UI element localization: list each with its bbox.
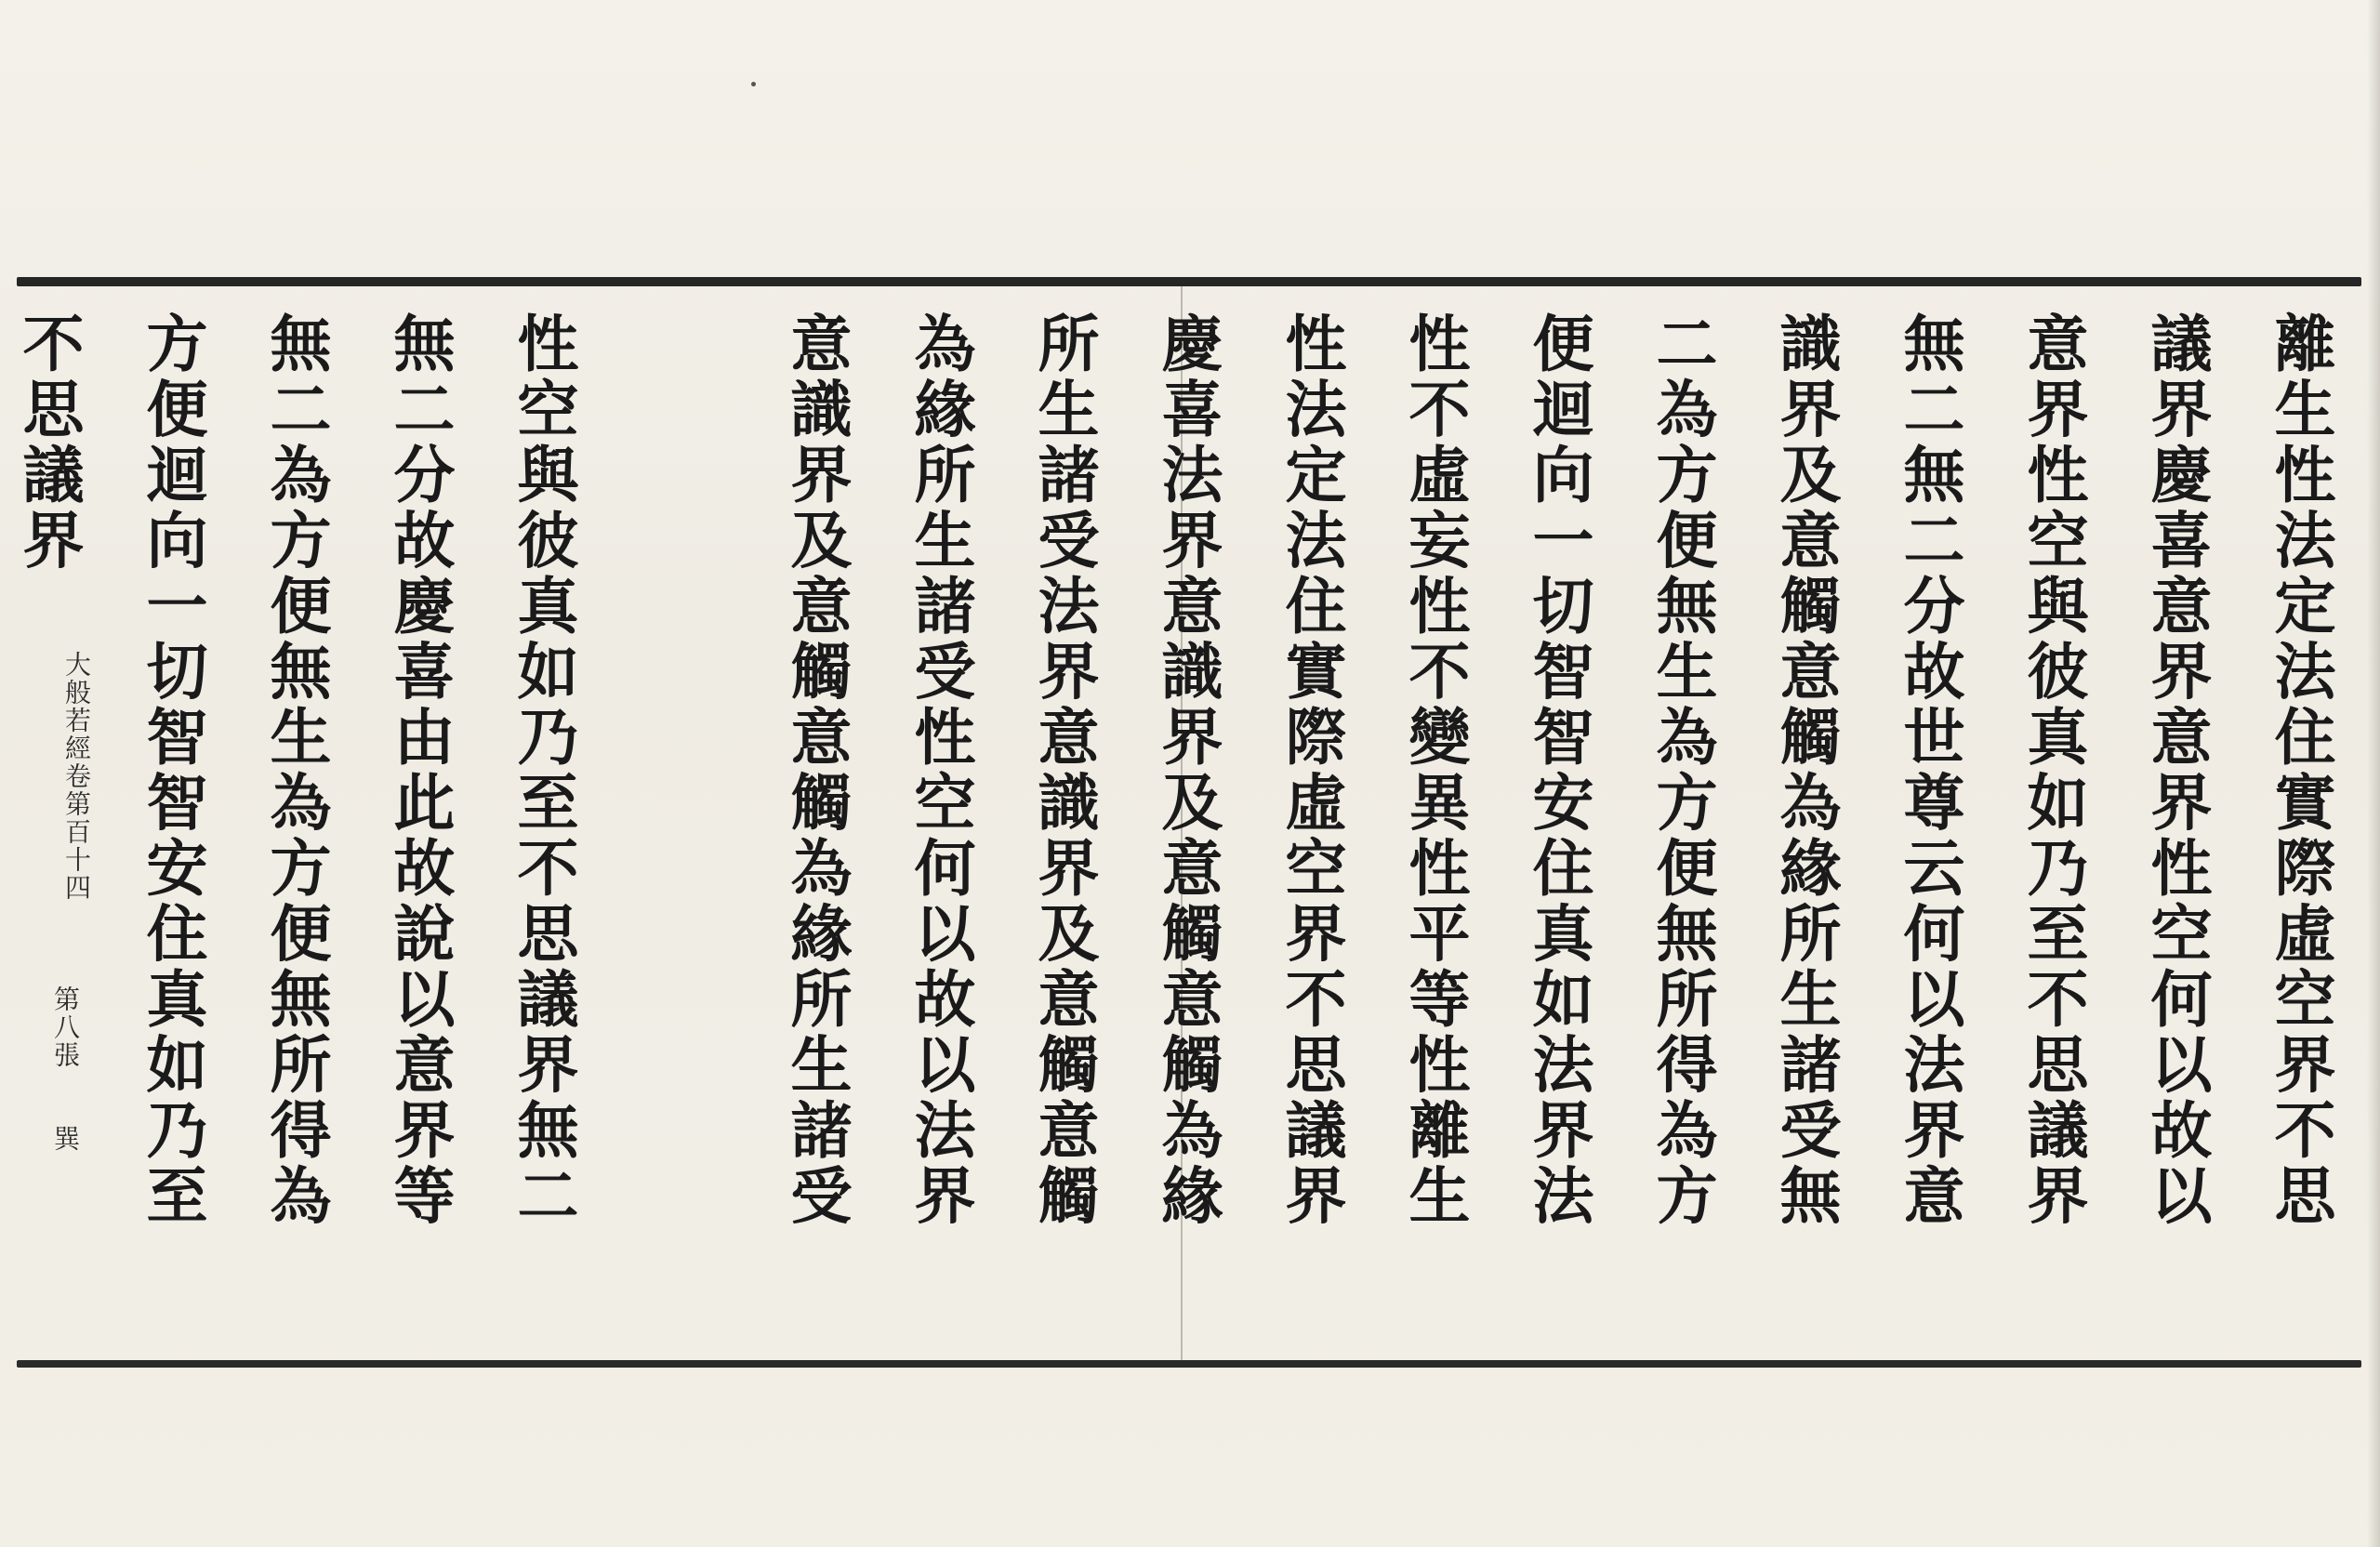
ink-speck [751, 82, 756, 86]
text-column: 意界性空與彼真如乃至不思議界 [2016, 311, 2089, 1229]
text-column: 慶喜法界意識界及意觸意觸為緣 [1151, 311, 1223, 1229]
text-column: 無二分故慶喜由此故說以意界等 [383, 311, 456, 1229]
bottom-border-rule [17, 1360, 2361, 1368]
text-column: 不思議界 [12, 311, 85, 574]
text-column: 所生諸受法界意識界及意觸意觸 [1027, 311, 1100, 1229]
text-column: 便迴向一切智智安住真如法界法 [1522, 311, 1594, 1229]
text-column: 意識界及意觸意觸為緣所生諸受 [780, 311, 853, 1229]
text-column: 無二無二分故世尊云何以法界意 [1893, 311, 1965, 1229]
text-column: 離生性法定法住實際虛空界不思 [2264, 311, 2336, 1229]
text-column: 性空與彼真如乃至不思議界無二 [507, 311, 579, 1229]
text-column: 方便迴向一切智智安住真如乃至 [136, 311, 208, 1229]
text-column: 性法定法住實際虛空界不思議界 [1275, 311, 1347, 1229]
text-block-right [604, 311, 2361, 1357]
margin-sutra-title: 大般若經卷第百十四 [61, 651, 92, 902]
text-column: 議界慶喜意界意界性空何以故以 [2140, 311, 2213, 1229]
page-edge-shadow [2367, 0, 2380, 1547]
text-column: 為緣所生諸受性空何以故以法界 [904, 311, 976, 1229]
text-column: 二為方便無生為方便無所得為方 [1646, 311, 1718, 1229]
text-column: 識界及意觸意觸為緣所生諸受無 [1769, 311, 1842, 1229]
text-column: 無二為方便無生為方便無所得為 [259, 311, 332, 1229]
margin-page-number: 第八張 [50, 985, 81, 1069]
text-column: 性不虛妄性不變異性平等性離生 [1398, 311, 1471, 1229]
top-border-rule [17, 277, 2361, 286]
margin-carver-mark: 巽 [50, 1125, 81, 1151]
